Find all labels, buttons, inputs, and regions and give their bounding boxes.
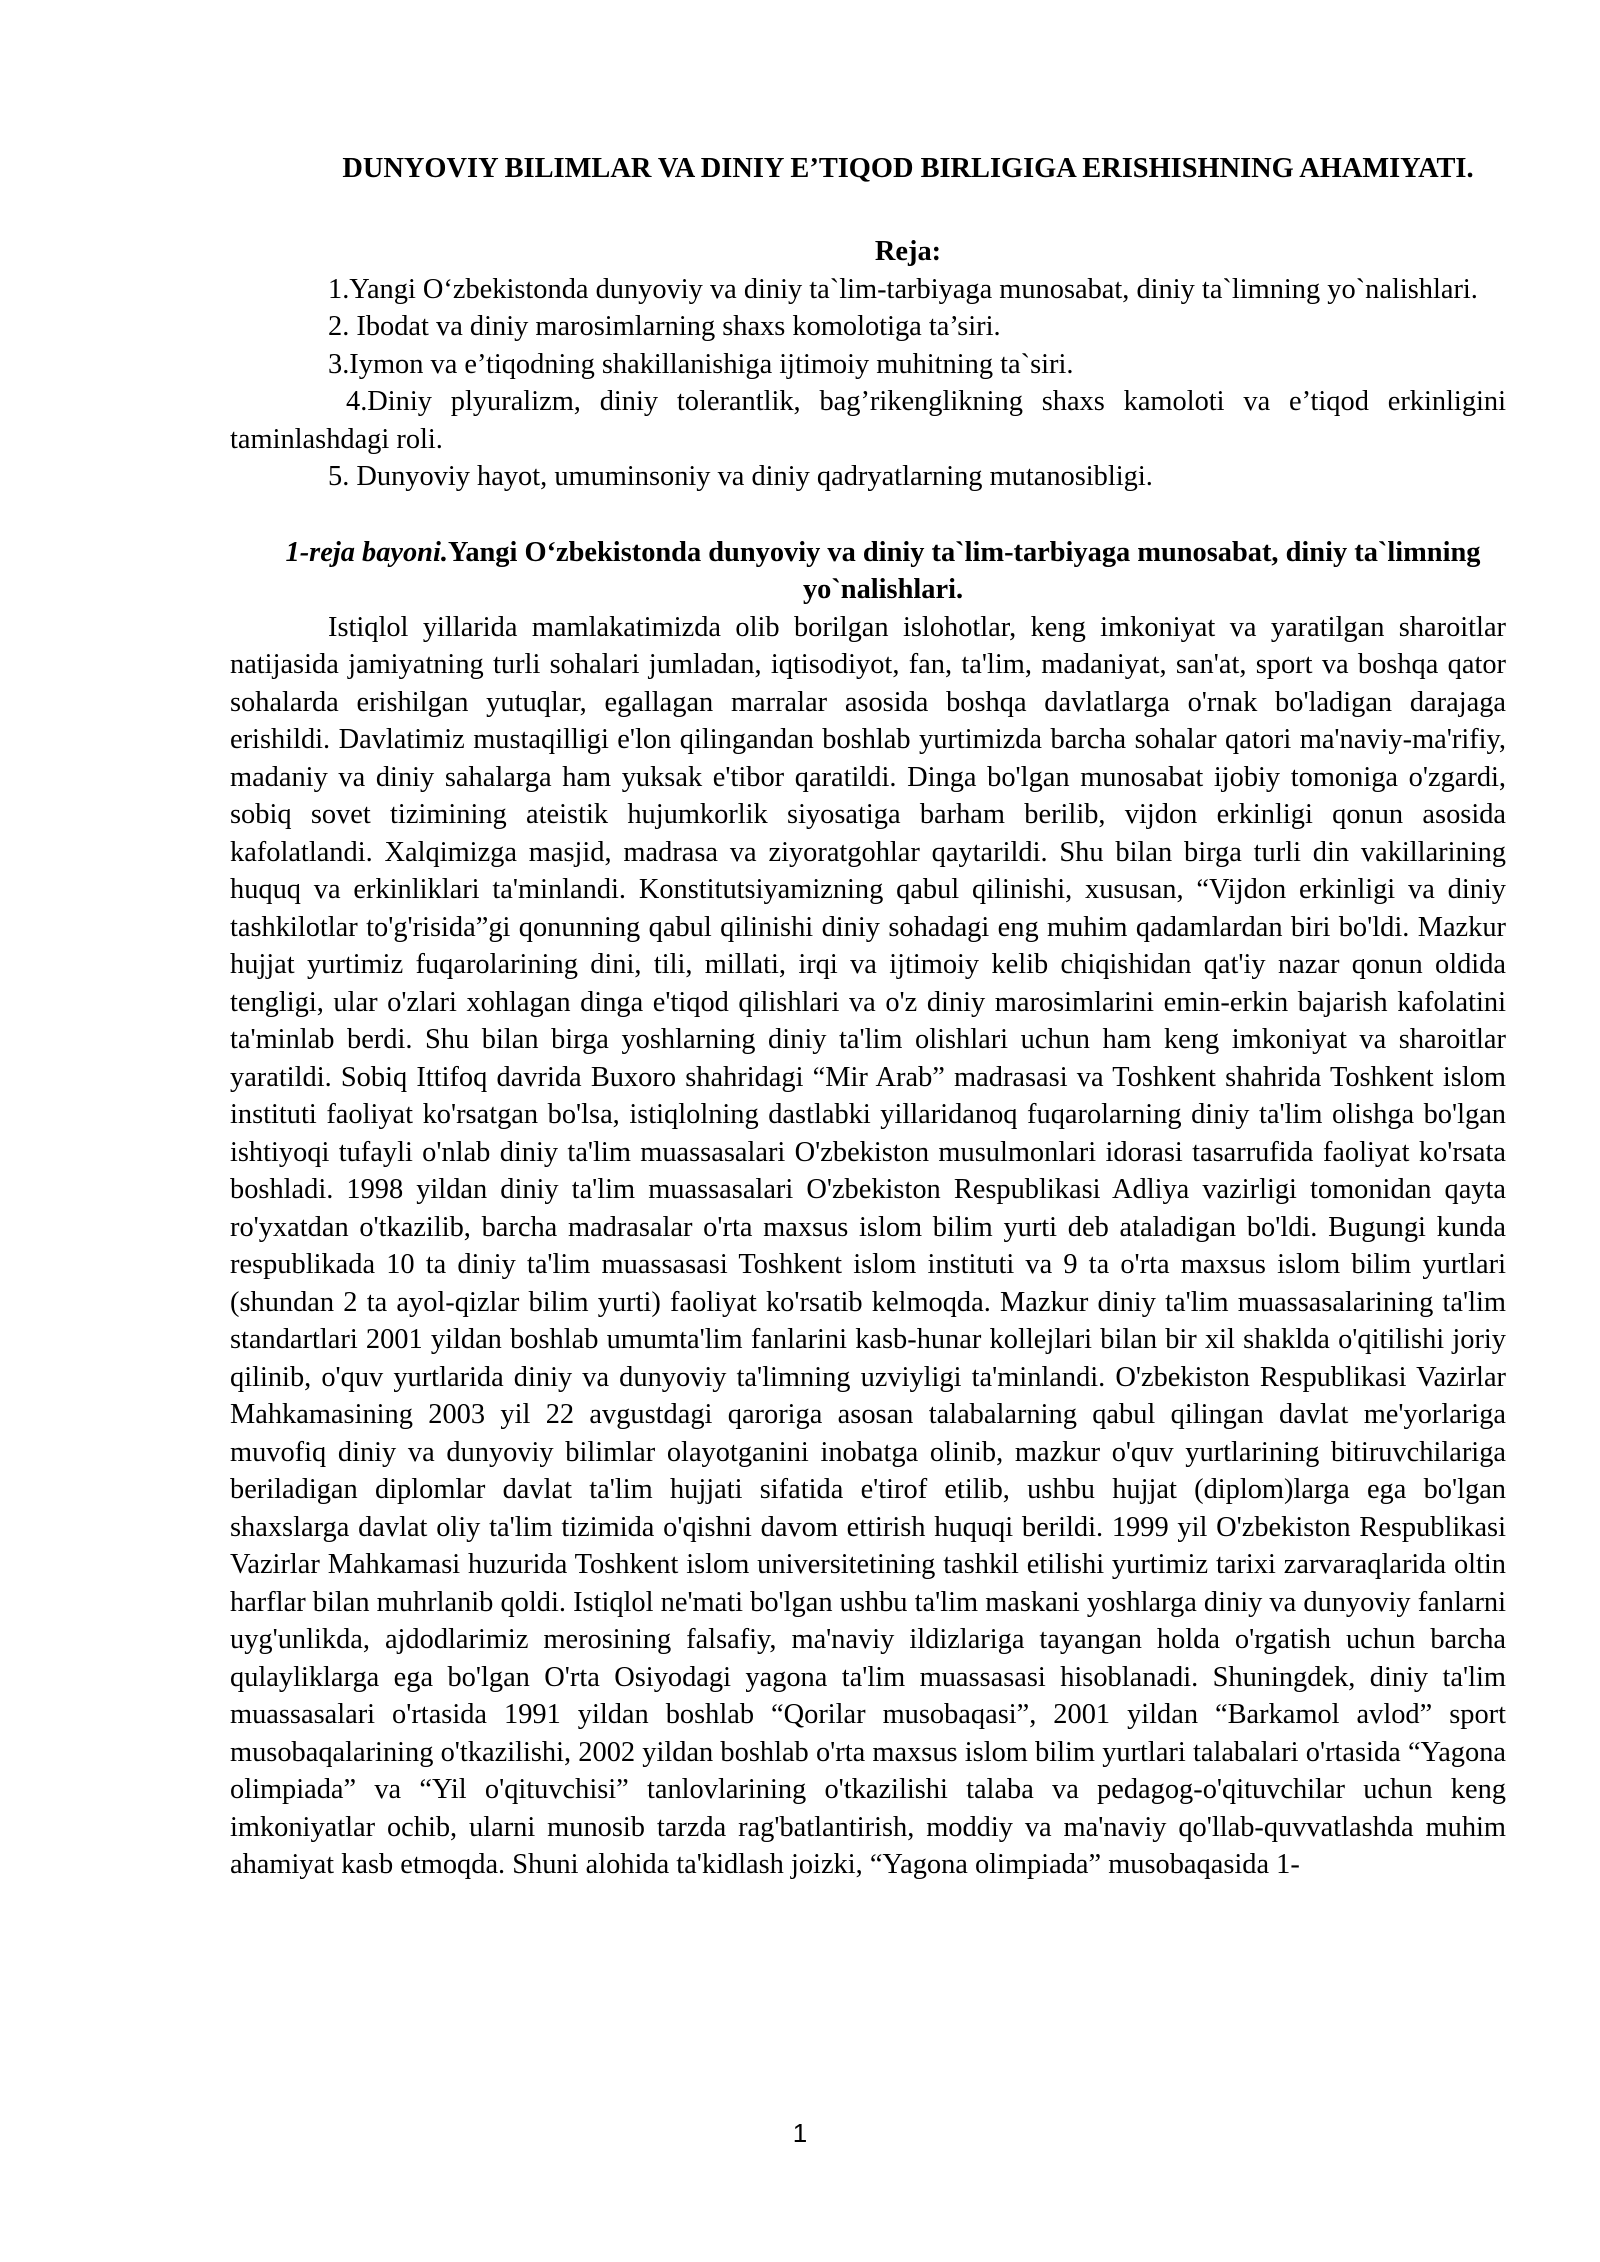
- plan-item-3: 3.Iymon va e’tiqodning shakillanishiga ijtimoiy muhitning ta`siri.: [328, 348, 1074, 380]
- plan-item-2: 2. Ibodat va diniy marosimlarning shaxs komolotiga ta’siri.: [328, 311, 1001, 342]
- plan-list: [230, 271, 1506, 496]
- document-title: DUNYOVIY BILIMLAR VA DINIY E’TIQOD BIRLIGIGA ERISHISHNING AHAMIYATI.: [342, 153, 1474, 184]
- plan-item-4: 4.Diniy plyuralizm, diniy tolerantlik, bag’rikenglikning shaxs kamoloti va e’tiqod erkinligini taminlashdagi roli.: [230, 386, 1506, 455]
- body-paragraph: Istiqlol yillarida mamlakatimizda olib borilgan islohotlar, keng imkoniyat va yaratilgan sharoitlar natijasida jamiyatning turli sohalari jumladan, iqtisodiyot, fan, ta'lim, madaniyat, san'at, sport va boshqa qator sohalarda erishilgan yutuqlar, egallagan marralar asosida boshqa davlatlarga o'rnak bo'ladigan darajaga erishildi. Davlatimiz mustaqilligi e'lon qilingandan boshlab yurtimizda barcha sohalar qatori ma'naviy-ma'rifiy, madaniy va diniy sahalarga ham yuksak e'tibor qaratildi. Dinga bo'lgan munosabat ijobiy tomoniga o'zgardi, sobiq sovet tizimining ateistik hujumkorlik siyosatiga barham berilib, vijdon erkinligi qonun asosida kafolatlandi. Xalqimizga masjid, madrasa va ziyoratgohlar qaytarildi. Shu bilan birga turli din vakillarining huquq va erkinliklari ta'minlandi. Konstitutsiyamizning qabul qilinishi, xususan, “Vijdon erkinligi va diniy tashkilotlar to'g'risida”gi qonunning qabul qilinishi diniy sohadagi eng muhim qadamlardan biri bo'ldi. Mazkur hujjat yurtimiz fuqarolarining dini, tili, millati, irqi va ijtimoiy kelib chiqishidan qat'iy nazar qonun oldida tengligi, ular o'zlari xohlagan dinga e'tiqod qilishlari va o'z diniy marosimlarini emin-erkin bajarish kafolatini ta'minlab berdi. Shu bilan birga yoshlarning diniy ta'lim olishlari uchun ham keng imkoniyat va sharoitlar yaratildi. Sobiq Ittifoq davrida Buxoro shahridagi “Mir Arab” madrasasi va Toshkent shahrida Toshkent islom instituti faoliyat ko'rsatgan bo'lsa, istiqlolning dastlabki yillaridanoq fuqarolarning diniy ta'lim olishga bo'lgan ishtiyoqi tufayli o'nlab diniy ta'lim muassasalari O'zbekiston musulmonlari idorasi tasarrufida faoliyat ko'rsata boshladi. 1998 yildan diniy ta'lim muassasalari O'zbekiston Respublikasi Adliya vazirligi tomonidan qayta ro'yxatdan o'tkazilib, barcha madrasalar o'rta maxsus islom bilim yurti deb ataladigan bo'ldi. Bugungi kunda respublikada 10 ta diniy ta'lim muassasasi Toshkent islom instituti va 9 ta o'rta maxsus islom bilim yurtlari (shundan 2 ta ayol-qizlar bilim yurti) faoliyat ko'rsatib kelmoqda. Mazkur diniy ta'lim muassasalarining ta'lim standartlari 2001 yildan boshlab umumta'lim fanlarini kasb-hunar kollejlari bilan bir xil shaklda o'qitilishi joriy qilinib, o'quv yurtlarida diniy va dunyoviy ta'limning uzviyligi ta'minlandi. O'zbekiston Respublikasi Vazirlar Mahkamasining 2003 yil 22 avgustdagi qaroriga asosan talabalarning qabul qilingan davlat me'yorlariga muvofiq diniy va dunyoviy bilimlar olayotganini inobatga olinib, mazkur o'quv yurtlarining bitiruvchilariga beriladigan diplomlar davlat ta'lim hujjati sifatida e'tirof etilib, ushbu hujjat (diplom)larga ega bo'lgan shaxslarga davlat oliy ta'lim tizimida o'qishni davom ettirish huquqi berildi. 1999 yil O'zbekiston Respublikasi Vazirlar Mahkamasi huzurida Toshkent islom universitetining tashkil etilishi yurtimiz tarixi zarvaraqlarida oltin harflar bilan muhrlanib qoldi. Istiqlol ne'mati bo'lgan ushbu ta'lim maskani yoshlarga diniy va dunyoviy fanlarni uyg'unlikda, ajdodlarimiz merosining falsafiy, ma'naviy ildizlariga tayangan holda o'rgatish uchun barcha qulayliklarga ega bo'lgan O'rta Osiyodagi yagona ta'lim muassasasi hisoblanadi. Shuningdek, diniy ta'lim muassasalari o'rtasida 1991 yildan boshlab “Qorilar musobaqasi”, 2001 yildan “Barkamol avlod” sport musobaqalarining o'tkazilishi, 2002 yildan boshlab o'rta maxsus islom bilim yurtlari talabalari o'rtasida “Yagona olimpiada” va “Yil o'qituvchisi” tanlovlarining o'tkazilishi talaba va pedagog-o'qituvchilar uchun keng imkoniyatlar ochib, ularni munosib tarzda rag'batlantirish, moddiy va ma'naviy qo'llab-quvvatlashda muhim ahamiyat kasb etmoqda. Shuni alohida ta'kidlash joizki, “Yagona olimpiada” musobaqasida 1-: [230, 611, 1506, 1880]
- section-heading: [270, 534, 1496, 609]
- page-number: 1: [792, 2118, 808, 2148]
- plan-item-5: 5. Dunyoviy hayot, umuminsoniy va diniy qadryatlarning mutanosibligi.: [328, 461, 1153, 492]
- plan-item-1: 1.Yangi O‘zbekistonda dunyoviy va diniy ta`lim-tarbiyaga munosabat, diniy ta`limning yo`nalishlari.: [328, 273, 1478, 305]
- section-label: 1-reja bayoni.: [285, 536, 448, 568]
- document-page: [230, 150, 1506, 1884]
- plan-heading: Reja:: [874, 236, 942, 267]
- section-title: Yangi O‘zbekistonda dunyoviy va diniy ta`lim-tarbiyaga munosabat, diniy ta`limning yo`nalishlari.: [447, 536, 1481, 605]
